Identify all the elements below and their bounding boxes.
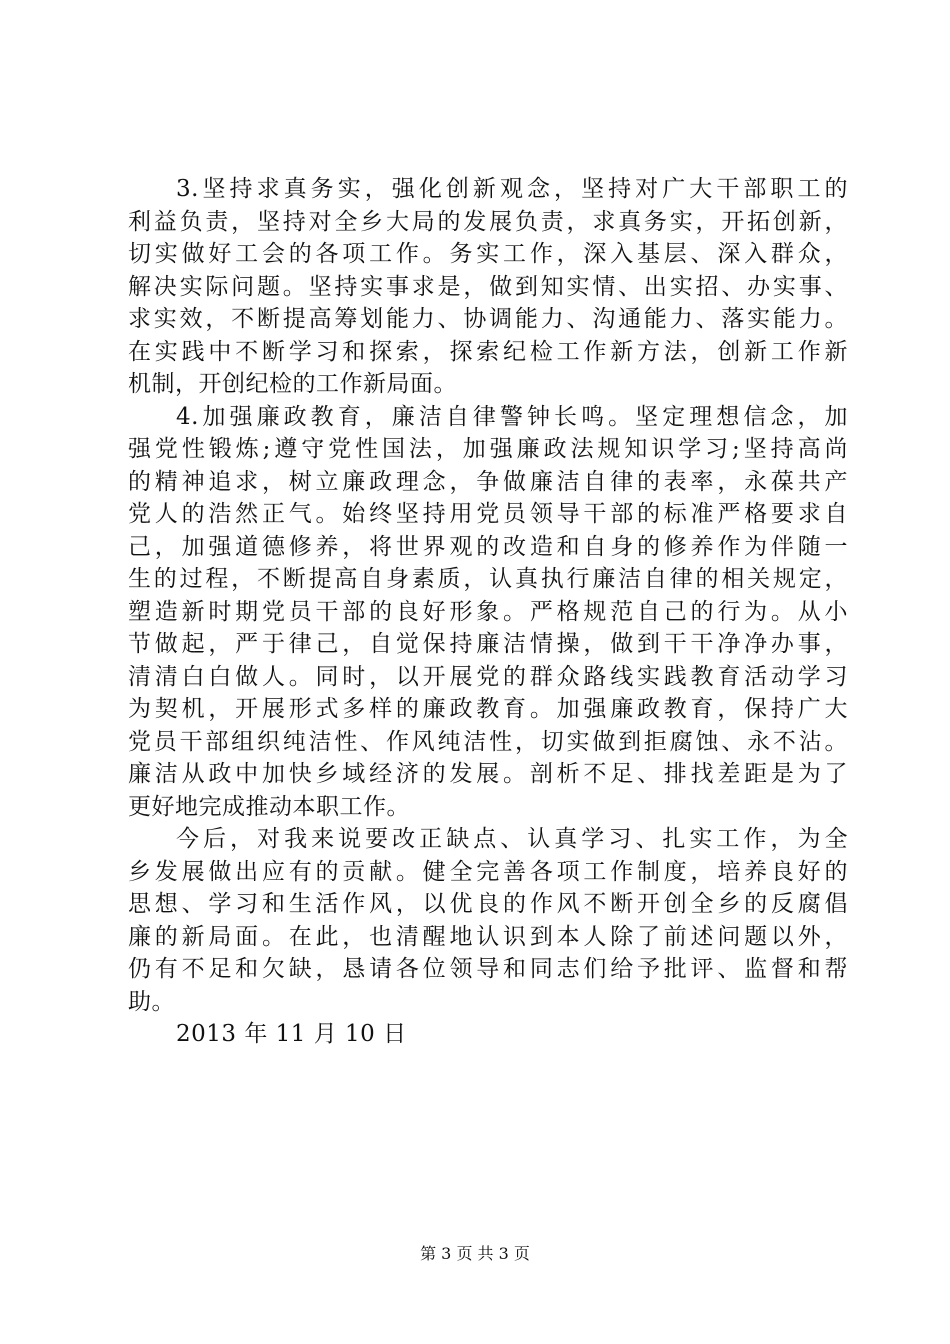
paragraph-line: 的精神追求，树立廉政理念，争做廉洁自律的表率，永葆共产: [128, 468, 848, 495]
paragraph-line: 求实效，不断提高筹划能力、协调能力、沟通能力、落实能力。: [128, 306, 848, 332]
closing-paragraph: [128, 823, 848, 1018]
paragraph-line: 廉洁从政中加快乡域经济的发展。剖析不足、排找差距是为了: [128, 761, 848, 787]
paragraph-line: 在实践中不断学习和探索，探索纪检工作新方法，创新工作新: [128, 338, 848, 365]
paragraph-line: 节做起，严于律己，自觉保持廉洁情操，做到干干净净办事，: [128, 631, 848, 657]
paragraph-3: [128, 173, 848, 401]
paragraph-line: 3.坚持求真务实，强化创新观念，坚持对广大干部职工的: [176, 176, 848, 202]
paragraph-4: [128, 401, 848, 824]
paragraph-line: 思想、学习和生活作风，以优良的作风不断开创全乡的反腐倡: [128, 891, 848, 917]
paragraph-line: 清清白白做人。同时，以开展党的群众路线实践教育活动学习: [128, 663, 848, 690]
paragraph-line: 党人的浩然正气。始终坚持用党员领导干部的标准严格要求自: [128, 501, 848, 527]
paragraph-line: 机制，开创纪检的工作新局面。: [128, 371, 457, 397]
paragraph-line: 强党性锻炼;遵守党性国法，加强廉政法规知识学习;坚持高尚: [128, 436, 848, 462]
paragraph-line: 为契机，开展形式多样的廉政教育。加强廉政教育，保持广大: [128, 696, 848, 722]
paragraph-line: 更好地完成推动本职工作。: [128, 793, 410, 820]
paragraph-line: 解决实际问题。坚持实事求是，做到知实情、出实招、办实事、: [128, 273, 848, 300]
paragraph-line: 乡发展做出应有的贡献。健全完善各项工作制度，培养良好的: [128, 858, 848, 885]
paragraph-line: 生的过程，不断提高自身素质，认真执行廉洁自律的相关规定，: [128, 566, 848, 592]
paragraph-line: 仍有不足和欠缺，恳请各位领导和同志们给予批评、监督和帮: [128, 956, 848, 982]
paragraph-line: 助。: [128, 988, 175, 1015]
paragraph-line: 今后，对我来说要改正缺点、认真学习、扎实工作，为全: [176, 826, 848, 852]
paragraph-line: 利益负责，坚持对全乡大局的发展负责，求真务实，开拓创新，: [128, 208, 848, 235]
paragraph-line: 切实做好工会的各项工作。务实工作，深入基层、深入群众，: [128, 241, 848, 267]
document-body: [128, 173, 848, 1051]
paragraph-line: 4.加强廉政教育，廉洁自律警钟长鸣。坚定理想信念，加: [176, 403, 848, 430]
paragraph-line: 塑造新时期党员干部的良好形象。严格规范自己的行为。从小: [128, 598, 848, 625]
paragraph-line: 党员干部组织纯洁性、作风纯洁性，切实做到拒腐蚀、永不沾。: [128, 728, 848, 755]
page-footer: 第 3 页 共 3 页: [420, 1244, 530, 1263]
paragraph-line: 廉的新局面。在此，也清醒地认识到本人除了前述问题以外，: [128, 923, 848, 950]
document-date: 2013 年 11 月 10 日: [176, 1021, 407, 1047]
paragraph-line: 己，加强道德修养，将世界观的改造和自身的修养作为伴随一: [128, 533, 848, 560]
